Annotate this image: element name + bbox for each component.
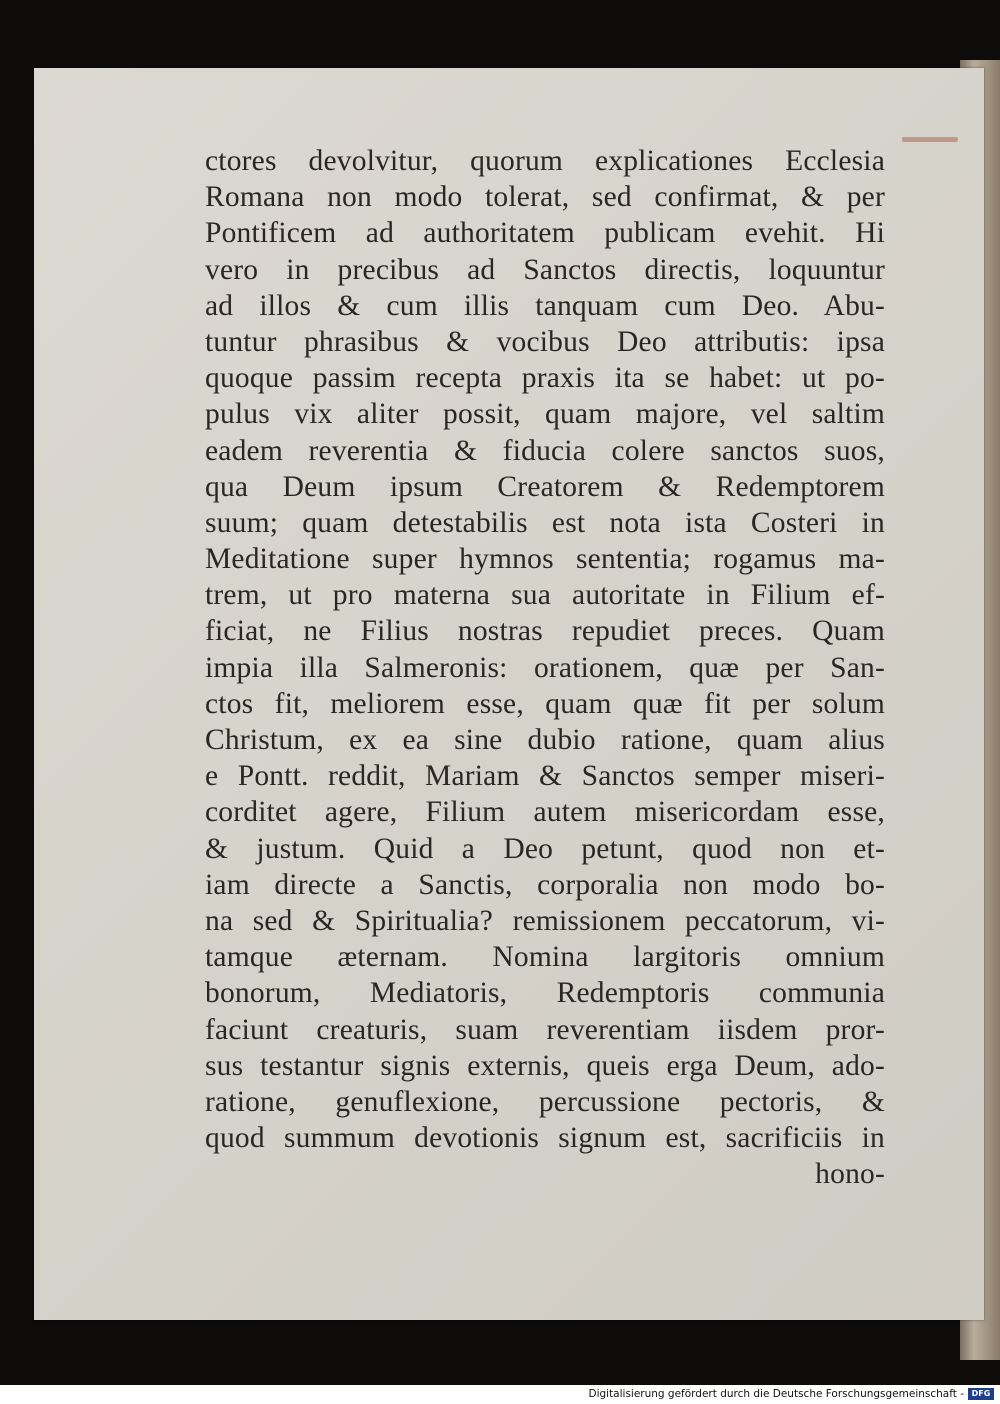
text-line: ctores devolvitur, quorum explicationes Ecclesia	[205, 145, 885, 177]
text-line: Romana non modo tolerat, sed confirmat, & per	[205, 181, 885, 214]
text-line: qua Deum ipsum Creatorem & Redemptorem	[205, 470, 885, 503]
text-line: quod summum devotionis signum est, sacrificiis in	[205, 1122, 885, 1155]
text-line: hono-	[815, 1158, 885, 1191]
text-line: suum; quam detestabilis est nota ista Costeri in	[205, 506, 885, 539]
text-line: ratione, genuflexione, percussione pectoris, &	[205, 1085, 885, 1118]
text-line: e Pontt. reddit, Mariam & Sanctos semper miseri-	[205, 760, 885, 793]
page-body-text	[205, 143, 885, 1192]
text-line: Meditatione super hymnos sententia; rogamus ma-	[205, 543, 885, 576]
text-line: ad illos & cum illis tanquam cum Deo. Abu-	[205, 289, 885, 322]
text-line: corditet agere, Filium autem misericordam esse,	[205, 796, 885, 829]
text-line: trem, ut pro materna sua autoritate in Filium ef-	[205, 579, 885, 612]
text-line: impia illa Salmeronis: orationem, quæ per San-	[205, 651, 885, 684]
text-line: eadem reverentia & fiducia colere sanctos suos,	[205, 434, 885, 467]
text-line: pulus vix aliter possit, quam majore, vel saltim	[205, 398, 885, 431]
text-line: iam directe a Sanctis, corporalia non modo bo-	[205, 868, 885, 901]
dfg-logo-icon: DFG	[968, 1388, 994, 1400]
text-line: bonorum, Mediatoris, Redemptoris communia	[205, 977, 885, 1010]
text-line: ficiat, ne Filius nostras repudiet preces. Quam	[205, 615, 885, 648]
margin-ink-mark	[902, 137, 958, 142]
text-line: & justum. Quid a Deo petunt, quod non et-	[205, 832, 885, 865]
digitization-footer	[0, 1385, 1000, 1404]
text-line: faciunt creaturis, suam reverentiam iisdem pror-	[205, 1013, 885, 1046]
text-line: Christum, ex ea sine dubio ratione, quam alius	[205, 724, 885, 756]
text-line: quoque passim recepta praxis ita se habet: ut po-	[205, 362, 885, 395]
text-line: sus testantur signis externis, queis erga Deum, ado-	[205, 1049, 885, 1082]
text-line: ctos fit, meliorem esse, quam quæ fit per solum	[205, 687, 885, 720]
text-line: tamque æternam. Nomina largitoris omnium	[205, 941, 885, 974]
text-line: na sed & Spiritualia? remissionem peccatorum, vi-	[205, 904, 885, 937]
text-line: Pontificem ad authoritatem publicam evehit. Hi	[205, 217, 885, 250]
text-line: tuntur phrasibus & vocibus Deo attributis: ipsa	[205, 325, 885, 358]
funding-credit: Digitalisierung gefördert durch die Deutsche Forschungsgemeinschaft -	[588, 1388, 964, 1400]
text-line: vero in precibus ad Sanctos directis, loquuntur	[205, 253, 885, 286]
